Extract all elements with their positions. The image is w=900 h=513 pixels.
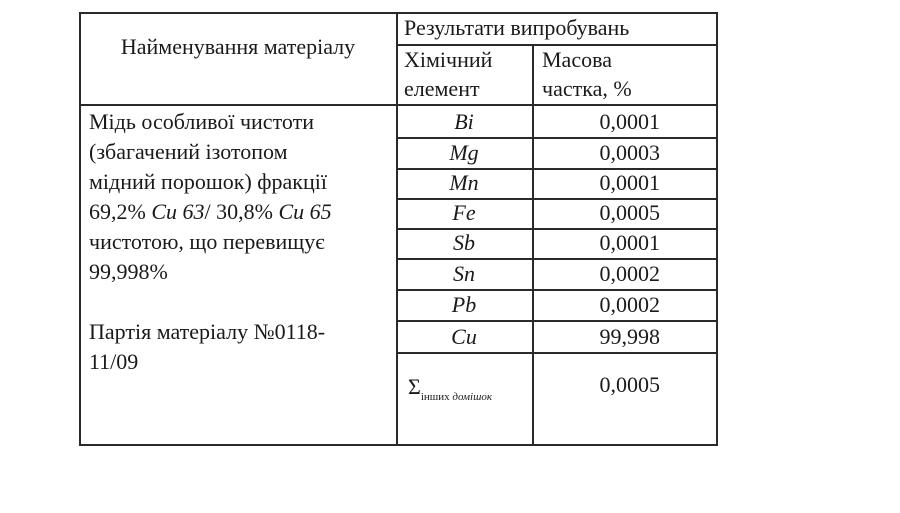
value-cell: 0,0001	[599, 170, 660, 195]
table-border-bottom	[79, 444, 717, 446]
isotope-cu63: Cu 63	[151, 199, 205, 224]
element-cell: Sn	[453, 261, 475, 286]
element-cell: Mg	[449, 140, 479, 165]
material-description-line: Мідь особливої чистоти	[89, 109, 314, 134]
material-column-header: Найменування матеріалу	[120, 34, 356, 59]
value-cell: 99,998	[599, 324, 660, 349]
fraction-column-header-line1: Масова	[542, 47, 612, 72]
material-description-line: (збагачений ізотопом	[89, 139, 288, 164]
material-description-line: мідний порошок) фракції	[89, 169, 327, 194]
element-cell: Bi	[454, 109, 474, 134]
sigma-symbol: Σ	[408, 374, 421, 399]
table-border-left	[79, 12, 81, 446]
value-cell: 0,0005	[599, 200, 660, 225]
element-cell: Cu	[451, 324, 477, 349]
value-cell: 0,0002	[599, 261, 660, 286]
sum-value-cell: 0,0005	[599, 372, 660, 397]
batch-number-line2: 11/09	[89, 349, 139, 374]
fraction-text: / 30,8%	[204, 199, 279, 224]
fraction-column-header-line2: частка, %	[542, 76, 632, 101]
element-cell: Sb	[453, 230, 475, 255]
element-cell: Pb	[451, 292, 477, 317]
material-description-line: чистотою, що перевищує	[89, 229, 325, 254]
element-cell: Fe	[452, 200, 476, 225]
value-cell: 0,0001	[599, 230, 660, 255]
table-border-right	[716, 12, 718, 446]
material-description-line: 99,998%	[89, 259, 168, 284]
value-cell: 0,0003	[599, 140, 660, 165]
element-column-header-line2: елемент	[404, 76, 480, 101]
element-column-divider	[532, 44, 534, 446]
value-cell: 0,0002	[599, 292, 660, 317]
value-cell: 0,0001	[599, 109, 660, 134]
batch-number-line1: Партія матеріалу №0118-	[89, 319, 326, 344]
results-group-header: Результати випробувань	[404, 15, 630, 40]
row-divider	[396, 352, 717, 354]
material-description-line	[89, 197, 332, 227]
sigma-subscript: інших домішок	[420, 391, 493, 403]
element-cell: Mn	[449, 170, 479, 195]
fraction-text: 69,2%	[89, 199, 152, 224]
header-bottom-border	[79, 104, 717, 106]
isotope-cu65: Cu 65	[278, 199, 332, 224]
sum-other-impurities-label	[408, 372, 492, 412]
element-column-header-line1: Хімічний	[404, 47, 493, 72]
